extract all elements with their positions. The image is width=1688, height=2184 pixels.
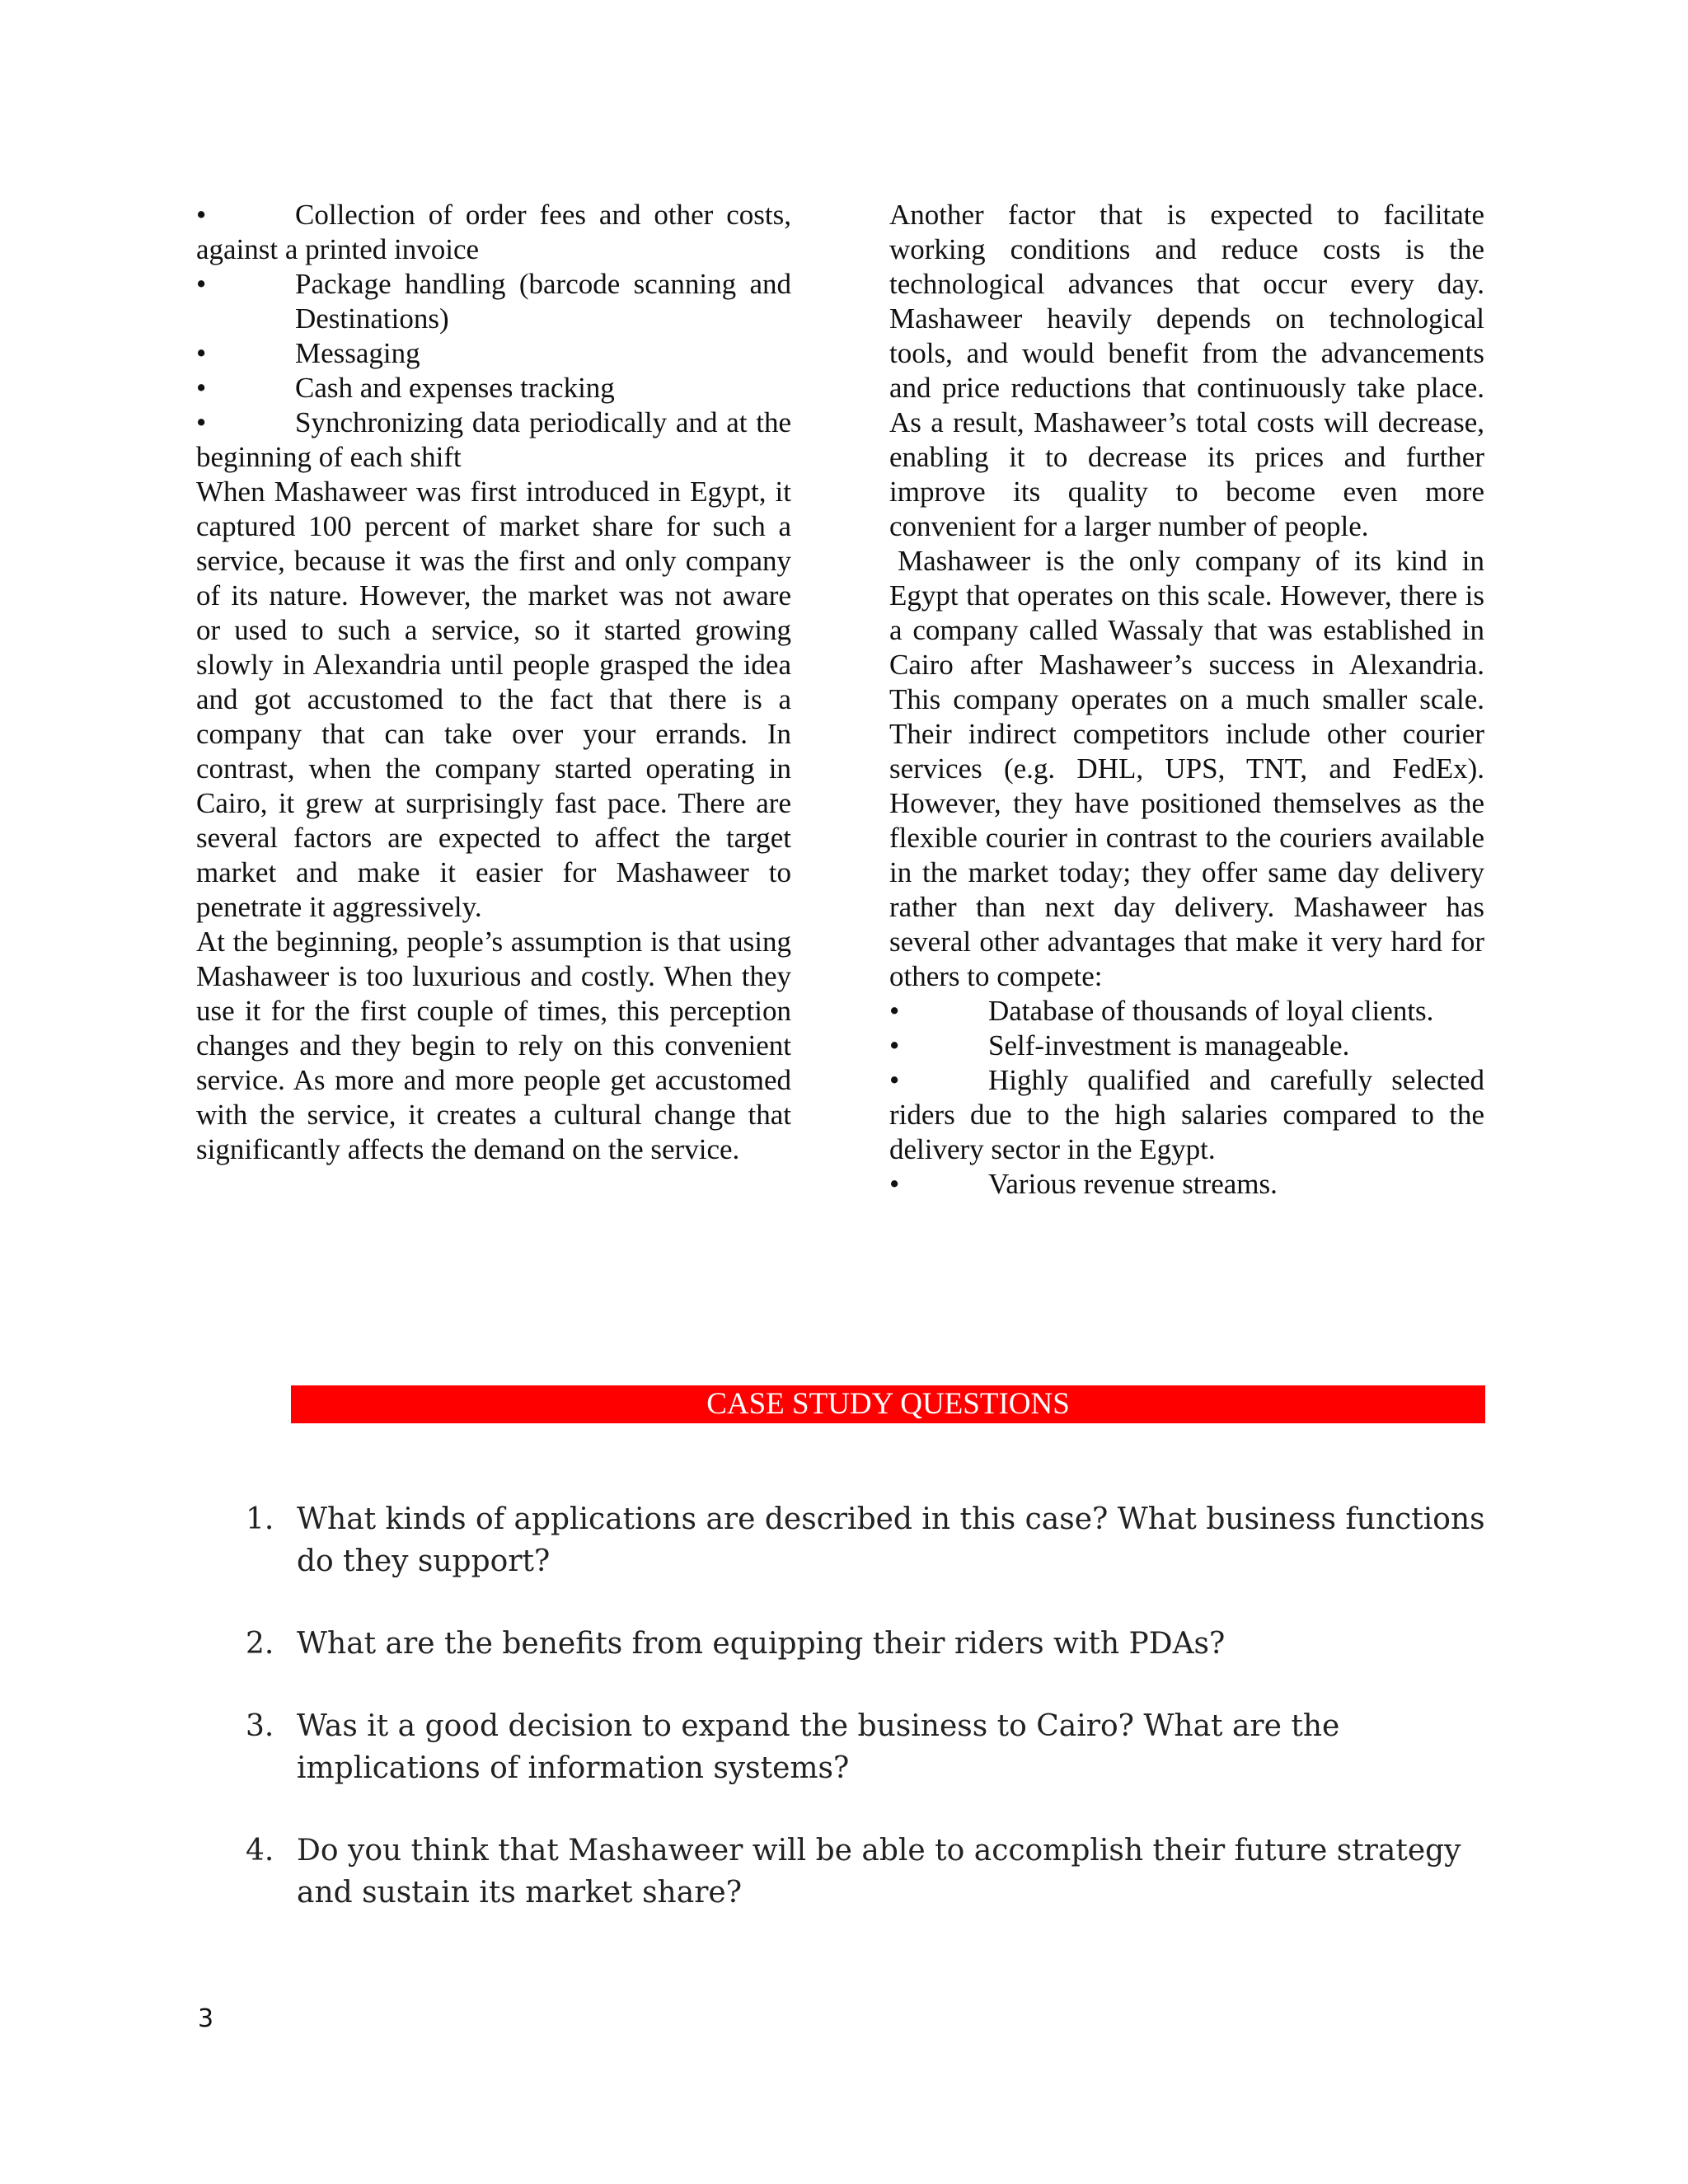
bullet-text: Various revenue streams. <box>988 1168 1278 1200</box>
question-text: Do you think that Mashaweer will be able to accomplish their future strategy and sustain its market share? <box>297 1834 1461 1910</box>
bullet-item <box>889 1063 1484 1167</box>
question-number: 2. <box>246 1627 274 1661</box>
bullet-text: Collection of order fees and other costs, against a printed invoice <box>196 199 791 265</box>
question-item <box>246 1498 1498 1582</box>
bullet-item <box>889 1167 1484 1202</box>
bullet-icon: • <box>889 1029 900 1062</box>
question-item <box>246 1705 1498 1789</box>
bullet-item <box>196 267 791 336</box>
question-text: Was it a good decision to expand the business to Cairo? What are the implications of information systems? <box>297 1709 1340 1785</box>
bullet-icon: • <box>196 406 207 438</box>
question-item <box>246 1623 1498 1665</box>
page-number: 3 <box>198 2004 214 2033</box>
bullet-icon: • <box>889 995 900 1027</box>
questions-list <box>246 1498 1498 1954</box>
bullet-text: Cash and expenses tracking <box>295 372 615 404</box>
bullet-text: Self-investment is manageable. <box>988 1029 1350 1062</box>
left-text-column <box>196 198 791 1167</box>
bullet-icon: • <box>196 337 207 369</box>
question-number: 3. <box>246 1709 274 1743</box>
body-paragraph: Mashaweer is the only company of its kind in Egypt that operates on this scale. However, there is a company called Wassaly that was established in Cairo after Mashaweer’s success in Alexandria. This company operates on a much smaller scale. Their indirect competitors include other courier services (e.g. DHL, UPS, TNT, and FedEx). However, they have positioned themselves as the flexible courier in contrast to the couriers available in the market today; they offer same day delivery rather than next day delivery. Mashaweer has several other advantages that make it very hard for others to compete: <box>889 545 1484 992</box>
bullet-item <box>196 405 791 475</box>
body-paragraph: When Mashaweer was first introduced in Egypt, it captured 100 percent of market share for such a service, because it was the first and only company of its nature. However, the market was not aware or used to such a service, so it started growing slowly in Alexandria until people grasped the idea and got accustomed to the fact that there is a company that can take over your errands. In contrast, when the company started operating in Cairo, it grew at surprisingly fast pace. There are several factors are expected to affect the target market and make it easier for Mashaweer to penetrate it aggressively. <box>196 476 791 923</box>
bullet-icon: • <box>196 372 207 404</box>
question-number: 1. <box>246 1502 274 1536</box>
bullet-icon: • <box>196 268 207 300</box>
bullet-text: Highly qualified and carefully selected riders due to the high salaries compared to the delivery sector in the Egypt. <box>889 1064 1484 1165</box>
question-number: 4. <box>246 1834 274 1868</box>
bullet-icon: • <box>196 199 207 231</box>
bullet-text: Synchronizing data periodically and at the beginning of each shift <box>196 406 791 473</box>
right-text-column <box>889 198 1484 1202</box>
bullet-item <box>196 198 791 267</box>
question-text: What are the benefits from equipping their riders with PDAs? <box>297 1627 1226 1661</box>
bullet-text: Database of thousands of loyal clients. <box>988 995 1434 1027</box>
case-study-questions-banner: CASE STUDY QUESTIONS <box>291 1385 1485 1423</box>
bullet-icon: • <box>889 1168 900 1200</box>
bullet-item <box>196 336 791 371</box>
bullet-item <box>889 1029 1484 1063</box>
question-text: What kinds of applications are described in this case? What business functions do they support? <box>297 1502 1485 1578</box>
bullet-icon: • <box>889 1064 900 1096</box>
bullet-text: Messaging <box>295 337 420 369</box>
bullet-text: Package handling (barcode scanning and Destinations) <box>295 268 791 335</box>
body-paragraph: Another factor that is expected to facilitate working conditions and reduce costs is the technological advances that occur every day. Mashaweer heavily depends on technological tools, and would benefit from the advancements and price reductions that continuously take place. As a result, Mashaweer’s total costs will decrease, enabling it to decrease its prices and further improve its quality to become even more convenient for a larger number of people. <box>889 199 1484 542</box>
bullet-item <box>196 371 791 405</box>
bullet-item <box>889 994 1484 1029</box>
question-item <box>246 1830 1498 1914</box>
body-paragraph: At the beginning, people’s assumption is that using Mashaweer is too luxurious and costly. When they use it for the first couple of times, this perception changes and they begin to rely on this convenient service. As more and more people get accustomed with the service, it creates a cultural change that significantly affects the demand on the service. <box>196 926 791 1165</box>
